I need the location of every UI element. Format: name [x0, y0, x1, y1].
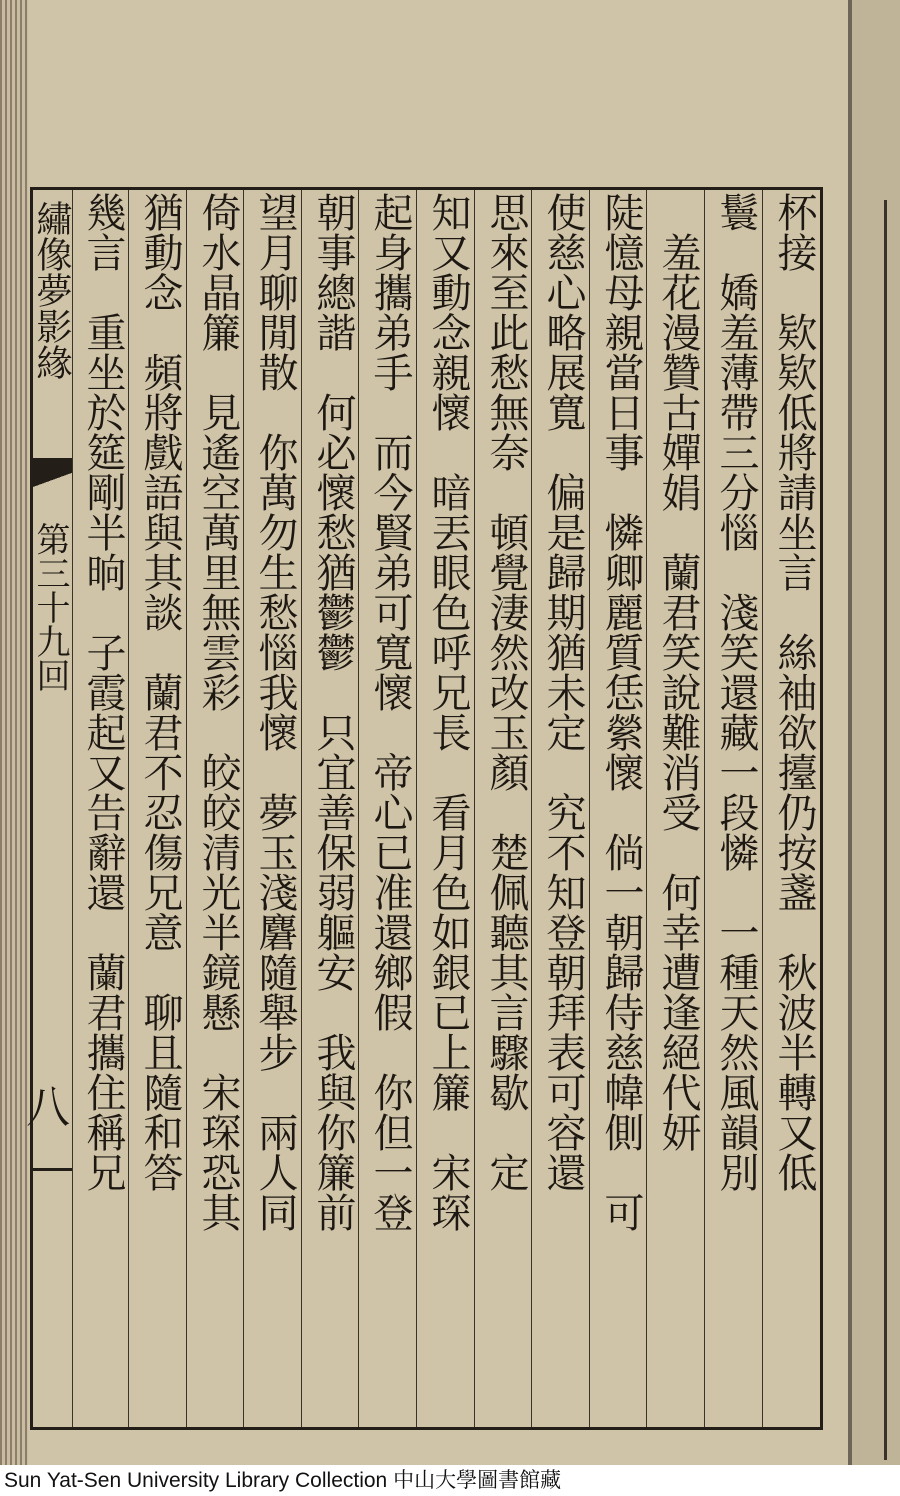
- column-rule: [531, 190, 532, 1427]
- column-rule: [589, 190, 590, 1427]
- folio-rule: [30, 1168, 72, 1171]
- column-rule: [704, 190, 705, 1427]
- column-rule: [762, 190, 763, 1427]
- banxin-chapter: 第三十九回: [30, 522, 70, 692]
- column-rule: [646, 190, 647, 1427]
- facing-page-border: [884, 200, 887, 1460]
- text-column-6: 思來至此愁無奈 頓覺淒然改玉顏 楚佩聽其言驟歇 定: [483, 192, 529, 1192]
- column-rule: [243, 190, 244, 1427]
- library-caption: Sun Yat-Sen University Library Collection 中山大學圖書館藏: [0, 1465, 900, 1496]
- page-edges-right: [848, 0, 900, 1465]
- text-column-7: 知又動念親懷 暗丟眼色呼兄長 看月色如銀已上簾 宋琛: [425, 192, 471, 1232]
- banxin-folio-number: 八: [26, 1082, 70, 1133]
- text-column-11: 倚水晶簾 見遙空萬里無雲彩 皎皎清光半鏡懸 宋琛恐其: [195, 192, 241, 1232]
- column-rule: [416, 190, 417, 1427]
- banxin-book-title: 繡像夢影緣: [31, 200, 72, 380]
- page-edges-left: [0, 0, 30, 1465]
- text-column-13: 幾言 重坐於筵剛半晌 子霞起又告辭還 蘭君攜住稱兄: [80, 192, 126, 1192]
- column-rule: [186, 190, 187, 1427]
- text-column-10: 望月聊閒散 你萬勿生愁惱我懷 夢玉淺麏隨舉步 兩人同: [252, 192, 298, 1232]
- text-column-8: 起身攜弟手 而今賢弟可寬懷 帝心已准還鄉假 你但一登: [367, 192, 413, 1232]
- text-column-2: 鬟 嬌羞薄帶三分惱 淺笑還藏一段憐 一種天然風韻別: [713, 192, 759, 1192]
- fishtail-mark: [30, 458, 72, 518]
- text-column-9: 朝事總諧 何必懷愁猶鬱鬱 只宜善保弱軀安 我與你簾前: [310, 192, 356, 1232]
- column-rule: [301, 190, 302, 1427]
- column-rule: [358, 190, 359, 1427]
- text-column-4: 陡憶母親當日事 憐卿麗質恁縈懷 倘一朝歸侍慈幃側 可: [598, 192, 644, 1232]
- text-column-5: 使慈心略展寬 偏是歸期猶未定 究不知登朝拜表可容還: [540, 192, 586, 1192]
- column-rule: [474, 190, 475, 1427]
- column-rule: [72, 190, 73, 1427]
- column-rule: [128, 190, 129, 1427]
- text-column-1: 杯接 欵欵低將請坐言 絲袖欲擡仍按盞 秋波半轉又低: [771, 192, 817, 1192]
- text-column-3: 羞花漫贊古嬋娟 蘭君笑說難消受 何幸遭逢絕代妍: [655, 192, 701, 1152]
- text-column-12: 猶動念 頻將戲語與其談 蘭君不忍傷兄意 聊且隨和答: [137, 192, 183, 1192]
